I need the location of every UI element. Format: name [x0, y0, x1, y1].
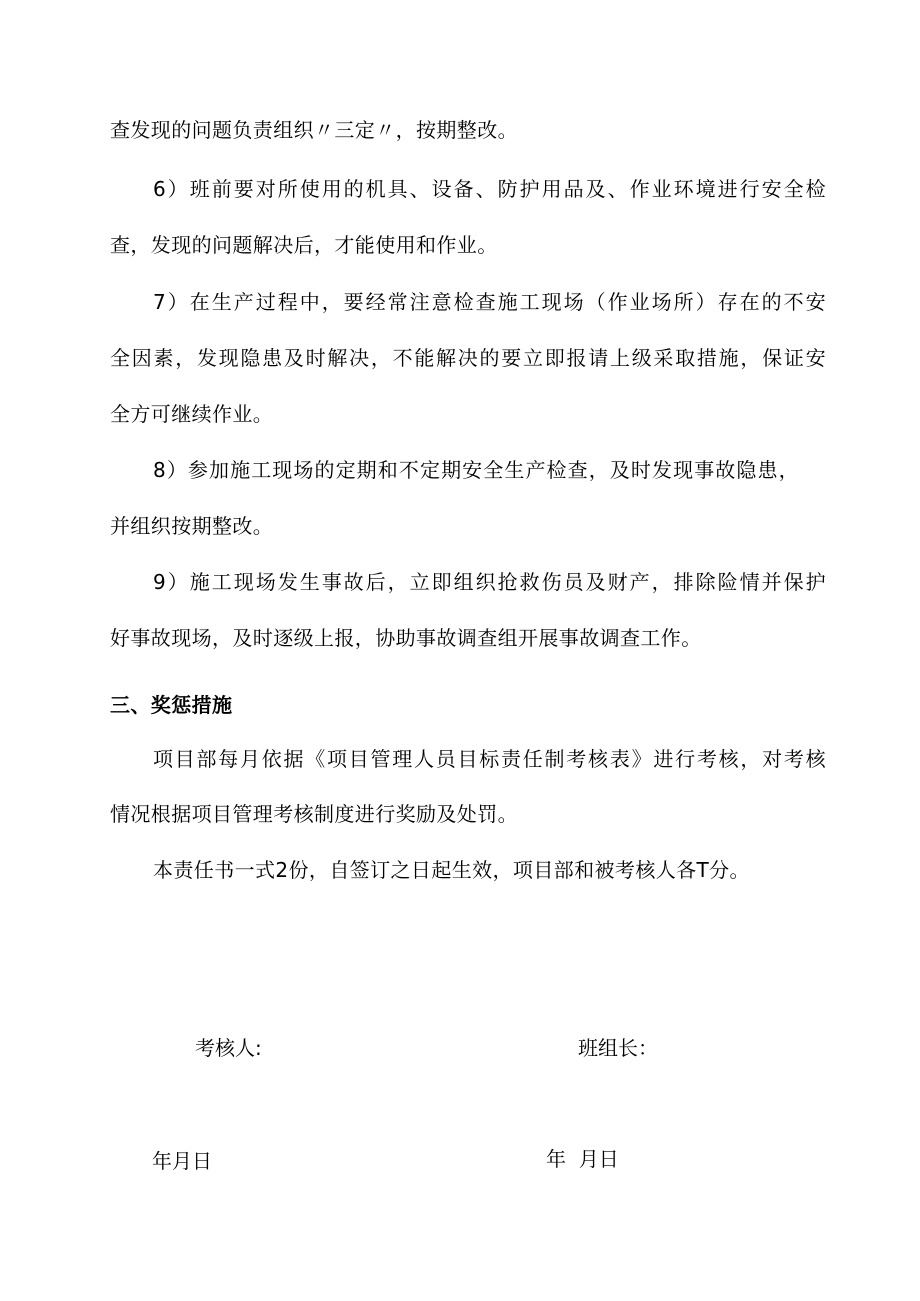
team-leader-label: 班组长：: [578, 1036, 658, 1060]
paragraph-line: 本责任书一式2份，自签订之日起生效，项目部和被考核人各T分。: [153, 858, 750, 882]
paragraph-line: 项目部每月依据《项目管理人员目标责任制考核表》进行考核，对考核: [153, 747, 826, 771]
paragraph-line: 全因素，发现隐患及时解决，不能解决的要立即报请上级采取措施，保证安: [110, 346, 826, 370]
paragraph-line: 8）参加施工现场的定期和不定期安全生产检查，及时发现事故隐患，: [153, 458, 799, 482]
paragraph-line: 并组织按期整改。: [110, 514, 274, 538]
section-heading: 三、奖惩措施: [110, 693, 233, 717]
paragraph-line: 全方可继续作业。: [110, 402, 274, 426]
paragraph-line: 6）班前要对所使用的机具、设备、防护用品及、作业环境进行安全检: [153, 177, 826, 201]
paragraph-line: 查，发现的问题解决后，才能使用和作业。: [110, 233, 498, 257]
paragraph-line: 7）在生产过程中，要经常注意检查施工现场（作业场所）存在的不安: [153, 290, 826, 314]
paragraph-line: 好事故现场，及时逐级上报，协助事故调查组开展事故调查工作。: [110, 626, 702, 650]
assessor-label: 考核人:: [195, 1036, 262, 1060]
paragraph-line: 查发现的问题负责组织〃三定〃，按期整改。: [110, 118, 518, 142]
date-left: 年月日: [152, 1149, 212, 1173]
date-right: 年 月日: [546, 1147, 619, 1171]
paragraph-line: 9）施工现场发生事故后，立即组织抢救伤员及财产，排除险情并保护: [153, 570, 826, 594]
paragraph-line: 情况根据项目管理考核制度进行奖励及处罚。: [110, 802, 518, 826]
